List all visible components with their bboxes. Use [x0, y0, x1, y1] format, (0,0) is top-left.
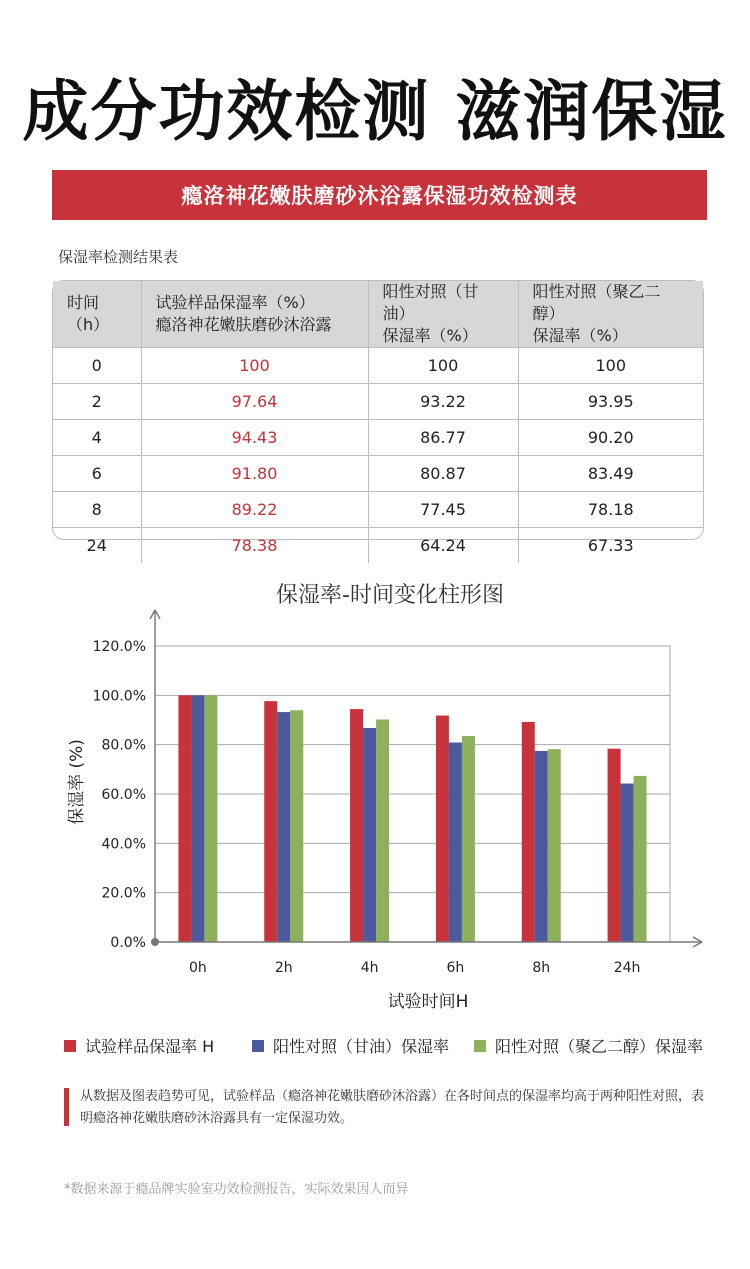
bar [462, 736, 475, 942]
title-banner [52, 170, 707, 220]
x-tick-label: 2h [274, 960, 293, 976]
cell-sample: 91.80 [141, 456, 368, 492]
legend-item-peg [474, 1034, 703, 1057]
legend-item-sample [64, 1034, 214, 1057]
x-axis-label: 试验时间H [387, 992, 469, 1012]
bar [277, 712, 290, 942]
y-axis-label: 保湿率 (%) [67, 739, 87, 825]
cell-time: 0 [53, 348, 141, 384]
bar [608, 749, 621, 942]
cell-peg: 93.95 [518, 384, 703, 420]
table-caption: 保湿率检测结果表 [58, 248, 179, 266]
bar [204, 695, 217, 942]
cell-time: 4 [53, 420, 141, 456]
cell-peg: 83.49 [518, 456, 703, 492]
x-tick-label: 0h [189, 960, 207, 976]
bar [350, 709, 363, 942]
axis-origin-dot [151, 938, 159, 946]
y-tick-label: 120.0% [92, 639, 146, 655]
table-row [53, 492, 703, 528]
cell-time: 8 [53, 492, 141, 528]
y-tick-label: 100.0% [92, 688, 146, 705]
bar [535, 751, 548, 942]
cell-glycerin: 100 [368, 348, 518, 384]
bar [436, 716, 449, 942]
header-glycerin: 阳性对照（甘油） 保湿率（%） [368, 281, 518, 348]
cell-sample: 89.22 [141, 492, 368, 528]
bar [621, 784, 634, 942]
bar [191, 695, 204, 942]
banner-text: 瘾洛神花嫩肤磨砂沐浴露保湿功效检测表 [181, 184, 578, 208]
footnote: *数据来源于瘾品牌实验室功效检测报告，实际效果因人而异 [64, 1182, 409, 1197]
legend-swatch-peg [474, 1040, 486, 1052]
cell-time: 24 [53, 528, 141, 564]
legend-swatch-glycerin [252, 1040, 264, 1052]
table-row [53, 456, 703, 492]
header-time: 时间（h） [53, 281, 141, 348]
legend-swatch-sample [64, 1040, 76, 1052]
bar [290, 710, 303, 942]
header-sample: 试验样品保湿率（%） 瘾洛神花嫩肤磨砂沐浴露 [141, 281, 368, 348]
bar [548, 749, 561, 942]
cell-time: 6 [53, 456, 141, 492]
table-header-row [53, 281, 703, 348]
table-row [53, 384, 703, 420]
table-row [53, 348, 703, 384]
x-tick-label: 24h [613, 960, 641, 976]
table-row [53, 420, 703, 456]
results-table-container [52, 280, 704, 555]
cell-peg: 100 [518, 348, 703, 384]
table-row [53, 528, 703, 564]
cell-time: 2 [53, 384, 141, 420]
y-tick-label: 80.0% [101, 737, 146, 754]
y-tick-label: 60.0% [101, 787, 146, 803]
note-text: 从数据及图表趋势可见，试验样品（瘾洛神花嫩肤磨砂沐浴露）在各时间点的保湿率均高于两种阳性对照，表明瘾洛神花嫩肤磨砂沐浴露具有一定保湿功效。 [80, 1089, 705, 1126]
y-tick-label: 20.0% [101, 885, 146, 902]
bar [522, 722, 535, 942]
bar [178, 695, 191, 942]
cell-sample: 100 [141, 348, 368, 384]
cell-glycerin: 80.87 [368, 456, 518, 492]
legend-label-peg: 阳性对照（聚乙二醇）保湿率 [495, 1037, 704, 1056]
cell-peg: 90.20 [518, 420, 703, 456]
legend-item-glycerin [252, 1034, 449, 1057]
legend-label-glycerin: 阳性对照（甘油）保湿率 [273, 1037, 450, 1056]
bar [449, 743, 462, 942]
header-peg: 阳性对照（聚乙二醇） 保湿率（%） [518, 281, 703, 348]
bar [363, 728, 376, 942]
cell-peg: 67.33 [587, 536, 634, 555]
x-tick-label: 8h [532, 960, 551, 976]
cell-glycerin: 64.24 [368, 528, 518, 564]
legend-label-sample: 试验样品保湿率 H [85, 1037, 215, 1056]
cell-sample: 94.43 [141, 420, 368, 456]
note-accent-bar [64, 1088, 69, 1126]
cell-glycerin: 93.22 [368, 384, 518, 420]
x-tick-label: 6h [446, 960, 465, 976]
page-title: 成分功效检测 滋润保湿 [22, 72, 728, 150]
x-tick-label: 4h [360, 960, 379, 976]
cell-sample: 97.64 [141, 384, 368, 420]
cell-glycerin: 86.77 [368, 420, 518, 456]
cell-glycerin: 77.45 [368, 492, 518, 528]
cell-sample: 78.38 [141, 528, 368, 564]
results-table [53, 281, 703, 563]
conclusion-note [64, 1086, 714, 1130]
cell-peg: 78.18 [518, 492, 703, 528]
bar [376, 720, 389, 942]
chart-title: 保湿率-时间变化柱形图 [276, 583, 504, 608]
y-tick-label: 40.0% [101, 836, 146, 853]
bar [264, 701, 277, 942]
y-tick-label: 0.0% [110, 935, 146, 951]
bar [634, 776, 647, 942]
chart-legend [64, 1034, 724, 1058]
moisture-bar-chart [0, 570, 750, 1030]
